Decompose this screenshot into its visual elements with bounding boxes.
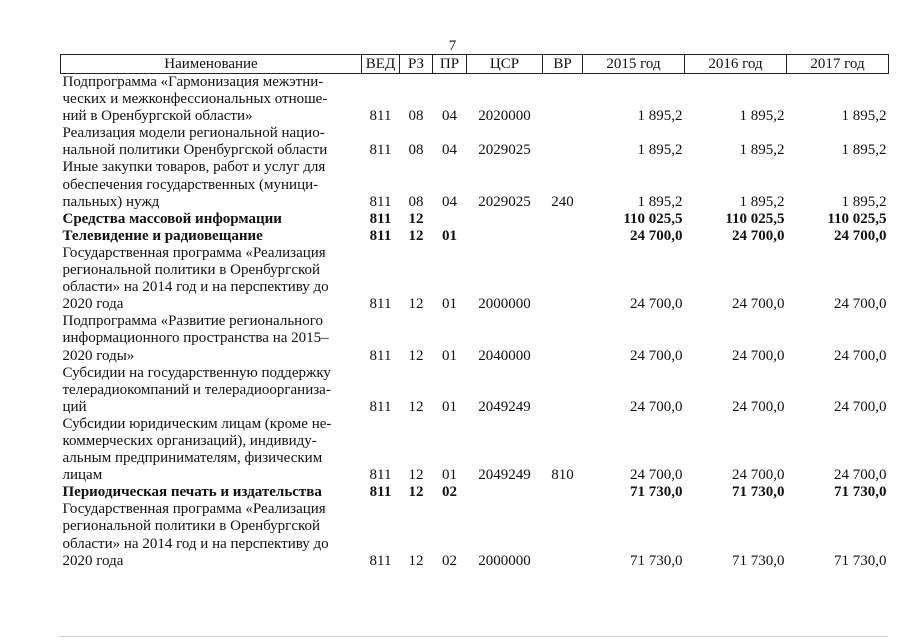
table-row <box>61 416 889 484</box>
header-pr: ПР <box>433 55 467 74</box>
cell-rz: 12 <box>408 467 424 484</box>
cell-csr: 2020000 <box>478 108 531 125</box>
cell-2015: 1 895,2 <box>637 193 683 210</box>
cell-name: Государственная программа «Реализация региональной политики в Оренбургской области» на 2014 год и на перспективу до 2020 года <box>62 501 329 569</box>
header-2017: 2017 год <box>787 55 889 74</box>
cell-ved: 811 <box>369 108 392 125</box>
table-row <box>61 365 889 416</box>
cell-2017: 24 700,0 <box>834 227 887 244</box>
cell-2016: 24 700,0 <box>732 347 785 364</box>
table-row <box>61 159 889 210</box>
cell-rz: 12 <box>408 227 424 244</box>
cell-2017: 24 700,0 <box>834 467 887 484</box>
cell-2016: 1 895,2 <box>739 142 785 159</box>
cell-vr <box>543 228 583 245</box>
cell-2015: 1 895,2 <box>637 108 683 125</box>
table-row <box>61 484 889 501</box>
table-row <box>61 501 889 569</box>
cell-rz: 12 <box>408 484 424 501</box>
cell-ved: 811 <box>369 398 392 415</box>
cell-2017: 1 895,2 <box>841 108 887 125</box>
header-csr: ЦСР <box>467 55 543 74</box>
cell-csr: 2000000 <box>478 552 531 569</box>
cell-pr: 04 <box>442 142 457 159</box>
cell-2015: 24 700,0 <box>630 296 683 313</box>
cell-rz: 12 <box>408 210 424 227</box>
cell-pr: 01 <box>442 467 457 484</box>
cell-name: Иные закупки товаров, работ и услуг для обеспечения государственных (муници- пальных) нужд <box>62 159 326 210</box>
page-bottom-divider <box>60 636 888 637</box>
header-rz: РЗ <box>400 55 433 74</box>
cell-name: Телевидение и радиовещание <box>62 227 263 244</box>
cell-ved: 811 <box>369 296 392 313</box>
cell-2016: 24 700,0 <box>732 296 785 313</box>
cell-2017: 24 700,0 <box>834 347 887 364</box>
cell-2016: 24 700,0 <box>732 227 785 244</box>
table-body <box>61 74 889 570</box>
cell-ved: 811 <box>369 467 392 484</box>
cell-vr <box>543 313 583 364</box>
cell-pr: 01 <box>442 347 457 364</box>
cell-rz: 12 <box>408 552 424 569</box>
cell-csr: 2029025 <box>478 142 531 159</box>
cell-2016: 1 895,2 <box>739 108 785 125</box>
cell-ved: 811 <box>369 210 392 227</box>
cell-vr <box>543 365 583 416</box>
cell-2015: 1 895,2 <box>637 142 683 159</box>
cell-name: Подпрограмма «Развитие регионального информационного пространства на 2015– 2020 годы» <box>62 313 329 364</box>
cell-csr <box>467 484 543 501</box>
header-name: Наименование <box>61 55 362 74</box>
cell-2016: 24 700,0 <box>732 467 785 484</box>
cell-vr <box>543 501 583 569</box>
cell-vr <box>543 125 583 159</box>
cell-pr: 02 <box>442 484 457 501</box>
cell-2017: 1 895,2 <box>841 142 887 159</box>
cell-2015: 110 025,5 <box>623 210 683 227</box>
table-header-row <box>61 55 889 74</box>
cell-pr: 04 <box>442 193 457 210</box>
cell-pr: 04 <box>442 108 457 125</box>
cell-2015: 24 700,0 <box>630 398 683 415</box>
cell-vr: 810 <box>551 467 574 484</box>
cell-2017: 71 730,0 <box>834 552 887 569</box>
cell-csr <box>467 211 543 228</box>
cell-rz: 12 <box>408 347 424 364</box>
cell-csr: 2049249 <box>478 398 531 415</box>
cell-2017: 24 700,0 <box>834 296 887 313</box>
cell-name: Средства массовой информации <box>62 210 282 227</box>
cell-2015: 71 730,0 <box>630 552 683 569</box>
table-row <box>61 211 889 228</box>
cell-name: Государственная программа «Реализация региональной политики в Оренбургской области» на 2014 год и на перспективу до 2020 года <box>62 244 329 313</box>
cell-2017: 110 025,5 <box>827 210 887 227</box>
cell-ved: 811 <box>369 552 392 569</box>
cell-csr: 2000000 <box>478 296 531 313</box>
cell-rz: 08 <box>408 108 424 125</box>
cell-ved: 811 <box>369 484 392 501</box>
cell-2015: 71 730,0 <box>630 484 683 501</box>
cell-vr <box>543 245 583 313</box>
header-2015: 2015 год <box>583 55 685 74</box>
cell-pr: 02 <box>442 552 457 569</box>
cell-pr: 01 <box>442 227 457 244</box>
table-row <box>61 228 889 245</box>
cell-name: Реализация модели региональной нацио- нальной политики Оренбургской области <box>62 125 328 159</box>
cell-ved: 811 <box>369 193 392 210</box>
page-number: 7 <box>448 38 457 54</box>
cell-2015: 24 700,0 <box>630 347 683 364</box>
cell-2016: 71 730,0 <box>732 484 785 501</box>
cell-vr: 240 <box>551 193 574 210</box>
cell-2016: 1 895,2 <box>739 193 785 210</box>
cell-2017: 71 730,0 <box>834 484 887 501</box>
cell-2017: 24 700,0 <box>834 398 887 415</box>
cell-ved: 811 <box>369 227 392 244</box>
cell-pr <box>433 211 467 228</box>
cell-2015: 24 700,0 <box>630 227 683 244</box>
cell-2015: 24 700,0 <box>630 467 683 484</box>
cell-rz: 12 <box>408 296 424 313</box>
cell-rz: 08 <box>408 142 424 159</box>
cell-2017: 1 895,2 <box>841 193 887 210</box>
cell-2016: 71 730,0 <box>732 552 785 569</box>
header-vr: ВР <box>543 55 583 74</box>
header-2016: 2016 год <box>685 55 787 74</box>
cell-name: Субсидии на государственную поддержку телерадиокомпаний и телерадиоорганиза- ций <box>62 364 331 415</box>
table-row <box>61 74 889 126</box>
table-row <box>61 245 889 313</box>
cell-name: Периодическая печать и издательства <box>62 484 322 501</box>
cell-2016: 110 025,5 <box>725 210 785 227</box>
cell-vr <box>543 484 583 501</box>
header-ved: ВЕД <box>362 55 400 74</box>
cell-vr <box>543 211 583 228</box>
cell-csr: 2049249 <box>478 467 531 484</box>
cell-name: Субсидии юридическим лицам (кроме не- коммерческих организаций), индивиду- альным предпринимателям, физическим лицам <box>62 415 332 484</box>
budget-table <box>60 54 889 570</box>
table-row <box>61 313 889 364</box>
cell-name: Подпрограмма «Гармонизация межэтни- ческих и межконфессиональных отноше- ний в Оренбургской области» <box>62 74 328 125</box>
cell-csr: 2040000 <box>478 347 531 364</box>
cell-csr: 2029025 <box>478 193 531 210</box>
cell-pr: 01 <box>442 296 457 313</box>
cell-rz: 08 <box>408 193 424 210</box>
cell-ved: 811 <box>369 347 392 364</box>
cell-vr <box>543 74 583 126</box>
table-row <box>61 125 889 159</box>
cell-rz: 12 <box>408 398 424 415</box>
cell-csr <box>467 228 543 245</box>
cell-ved: 811 <box>369 142 392 159</box>
cell-2016: 24 700,0 <box>732 398 785 415</box>
cell-pr: 01 <box>442 398 457 415</box>
